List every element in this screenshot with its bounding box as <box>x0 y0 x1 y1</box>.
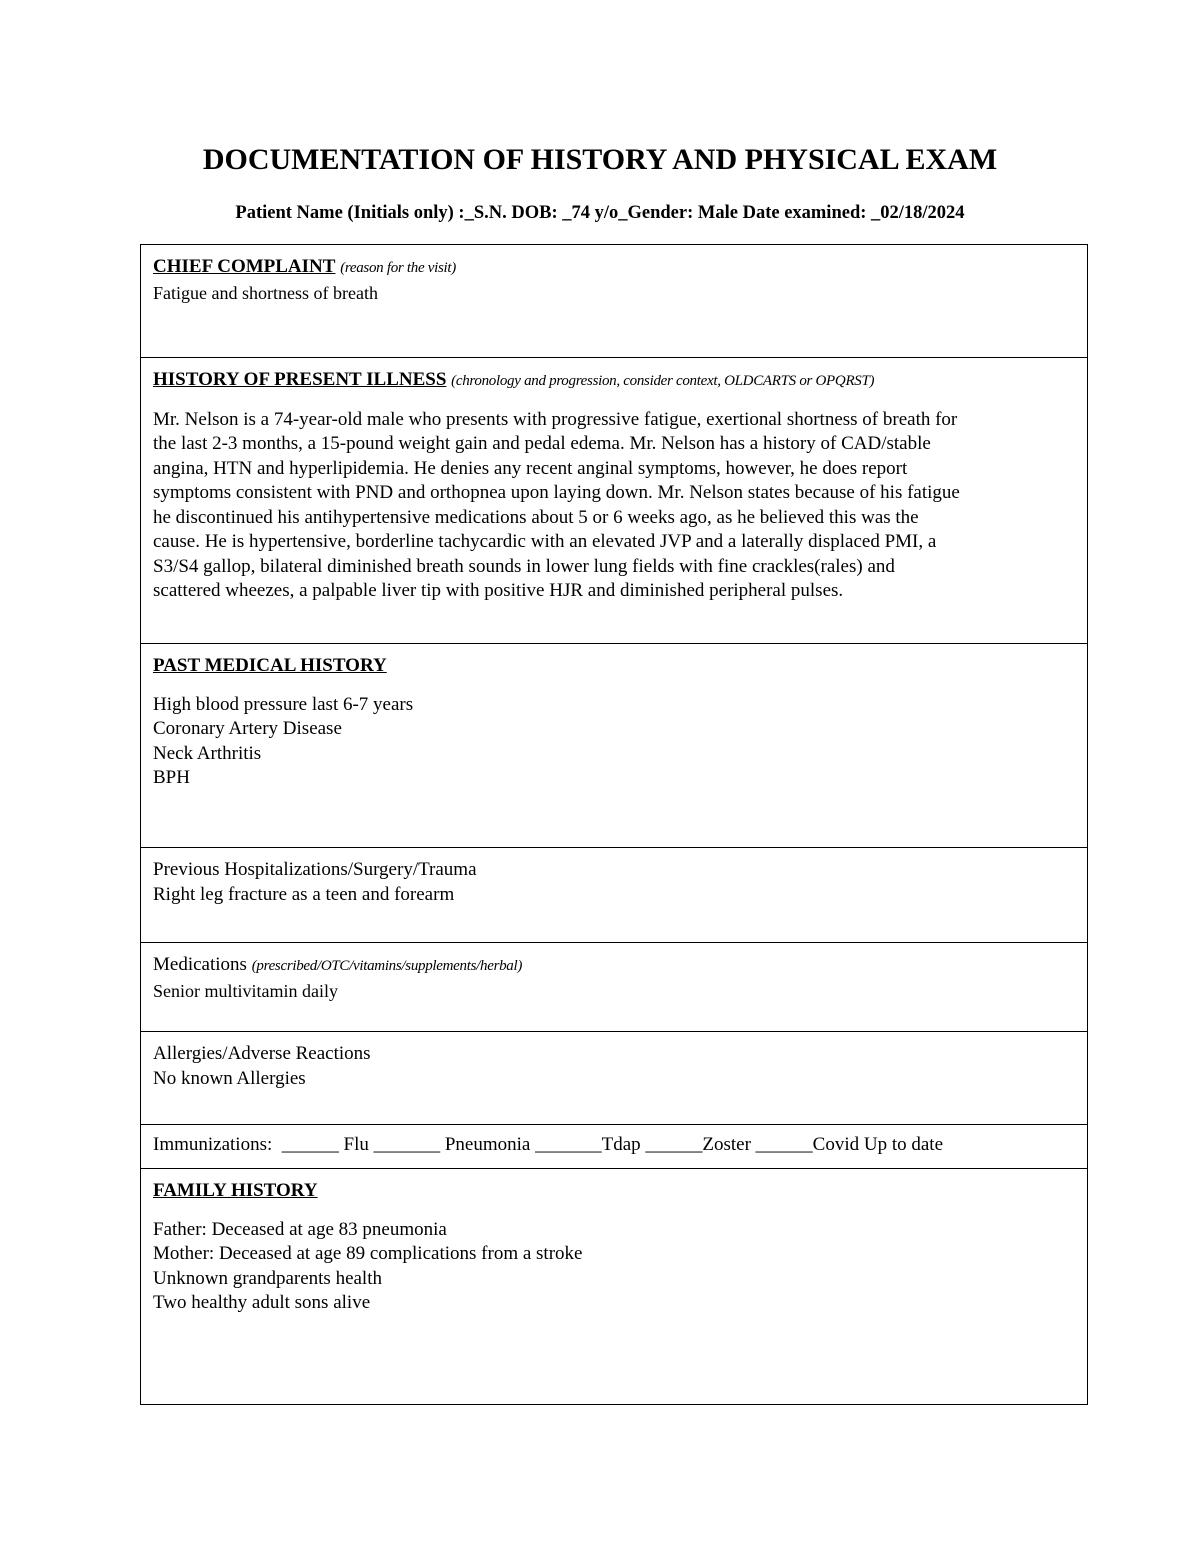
pmh-list <box>153 693 1075 791</box>
immunizations-text: Immunizations: ______ Flu _______ Pneumonia _______Tdap ______Zoster ______Covid Up to date <box>153 1134 944 1155</box>
hpi-line: angina, HTN and hyperlipidemia. He denies any recent anginal symptoms, however, he does report <box>153 457 908 479</box>
hpi-line: he discontinued his antihypertensive medications about 5 or 6 weeks ago, as he believed this was the <box>153 506 919 528</box>
family-history-item: Two healthy adult sons alive <box>153 1292 371 1313</box>
hpi-line: cause. He is hypertensive, borderline tachycardic with an elevated JVP and a laterally displaced PMI, a <box>153 531 937 552</box>
patient-info-line: Patient Name (Initials only) :_S.N. DOB: _74 y/o_Gender: Male Date examined: _02/18/2024 <box>235 203 965 223</box>
family-history-list <box>153 1218 1075 1316</box>
immunizations-section <box>141 1125 1087 1169</box>
medications-text: Senior multivitamin daily <box>153 980 338 1001</box>
hpi-narrative <box>153 408 1075 604</box>
hospitalizations-text: Right leg fracture as a teen and forearm <box>153 883 455 905</box>
chief-complaint-hint: (reason for the visit) <box>340 260 456 276</box>
hospitalizations-section <box>141 848 1087 943</box>
hpi-line: symptoms consistent with PND and orthopnea upon laying down. Mr. Nelson states because of his fatigue <box>153 482 960 503</box>
hospitalizations-label: Previous Hospitalizations/Surgery/Trauma <box>153 859 477 880</box>
pmh-item: High blood pressure last 6-7 years <box>153 693 414 715</box>
hpi-line: Mr. Nelson is a 74-year-old male who presents with progressive fatigue, exertional shortness of breath for <box>153 408 958 430</box>
hpi-section <box>141 358 1087 644</box>
pmh-item: BPH <box>153 767 190 788</box>
family-history-item: Father: Deceased at age 83 pneumonia <box>153 1218 447 1240</box>
allergies-section <box>141 1032 1087 1125</box>
medications-hint: (prescribed/OTC/vitamins/supplements/herbal) <box>251 958 523 974</box>
pmh-item: Coronary Artery Disease <box>153 718 342 739</box>
chief-complaint-text: Fatigue and shortness of breath <box>153 282 378 303</box>
family-history-section <box>141 1169 1087 1404</box>
hpi-line: the last 2-3 months, a 15-pound weight gain and pedal edema. Mr. Nelson has a history of CAD/stable <box>153 433 931 454</box>
history-form <box>140 244 1088 1405</box>
allergies-label: Allergies/Adverse Reactions <box>153 1043 371 1064</box>
pmh-item: Neck Arthritis <box>153 742 262 764</box>
family-history-item: Mother: Deceased at age 89 complications from a stroke <box>153 1243 583 1264</box>
allergies-text: No known Allergies <box>153 1067 306 1089</box>
pmh-section <box>141 644 1087 848</box>
hpi-line: scattered wheezes, a palpable liver tip with positive HJR and diminished peripheral pulses. <box>153 580 844 601</box>
pmh-heading: PAST MEDICAL HISTORY <box>153 655 387 676</box>
hpi-line: S3/S4 gallop, bilateral diminished breath sounds in lower lung fields with fine crackles(rales) and <box>153 555 895 577</box>
hpi-hint: (chronology and progression, consider context, OLDCARTS or OPQRST) <box>451 373 875 389</box>
medications-label: Medications <box>153 954 247 975</box>
hpi-heading: HISTORY OF PRESENT ILLNESS <box>153 369 447 390</box>
chief-complaint-section <box>141 245 1087 358</box>
family-history-item: Unknown grandparents health <box>153 1267 382 1289</box>
chief-complaint-heading: CHIEF COMPLAINT <box>153 256 336 277</box>
family-history-heading: FAMILY HISTORY <box>153 1180 318 1201</box>
medications-section <box>141 943 1087 1032</box>
document-title: DOCUMENTATION OF HISTORY AND PHYSICAL EXAM <box>202 143 998 176</box>
